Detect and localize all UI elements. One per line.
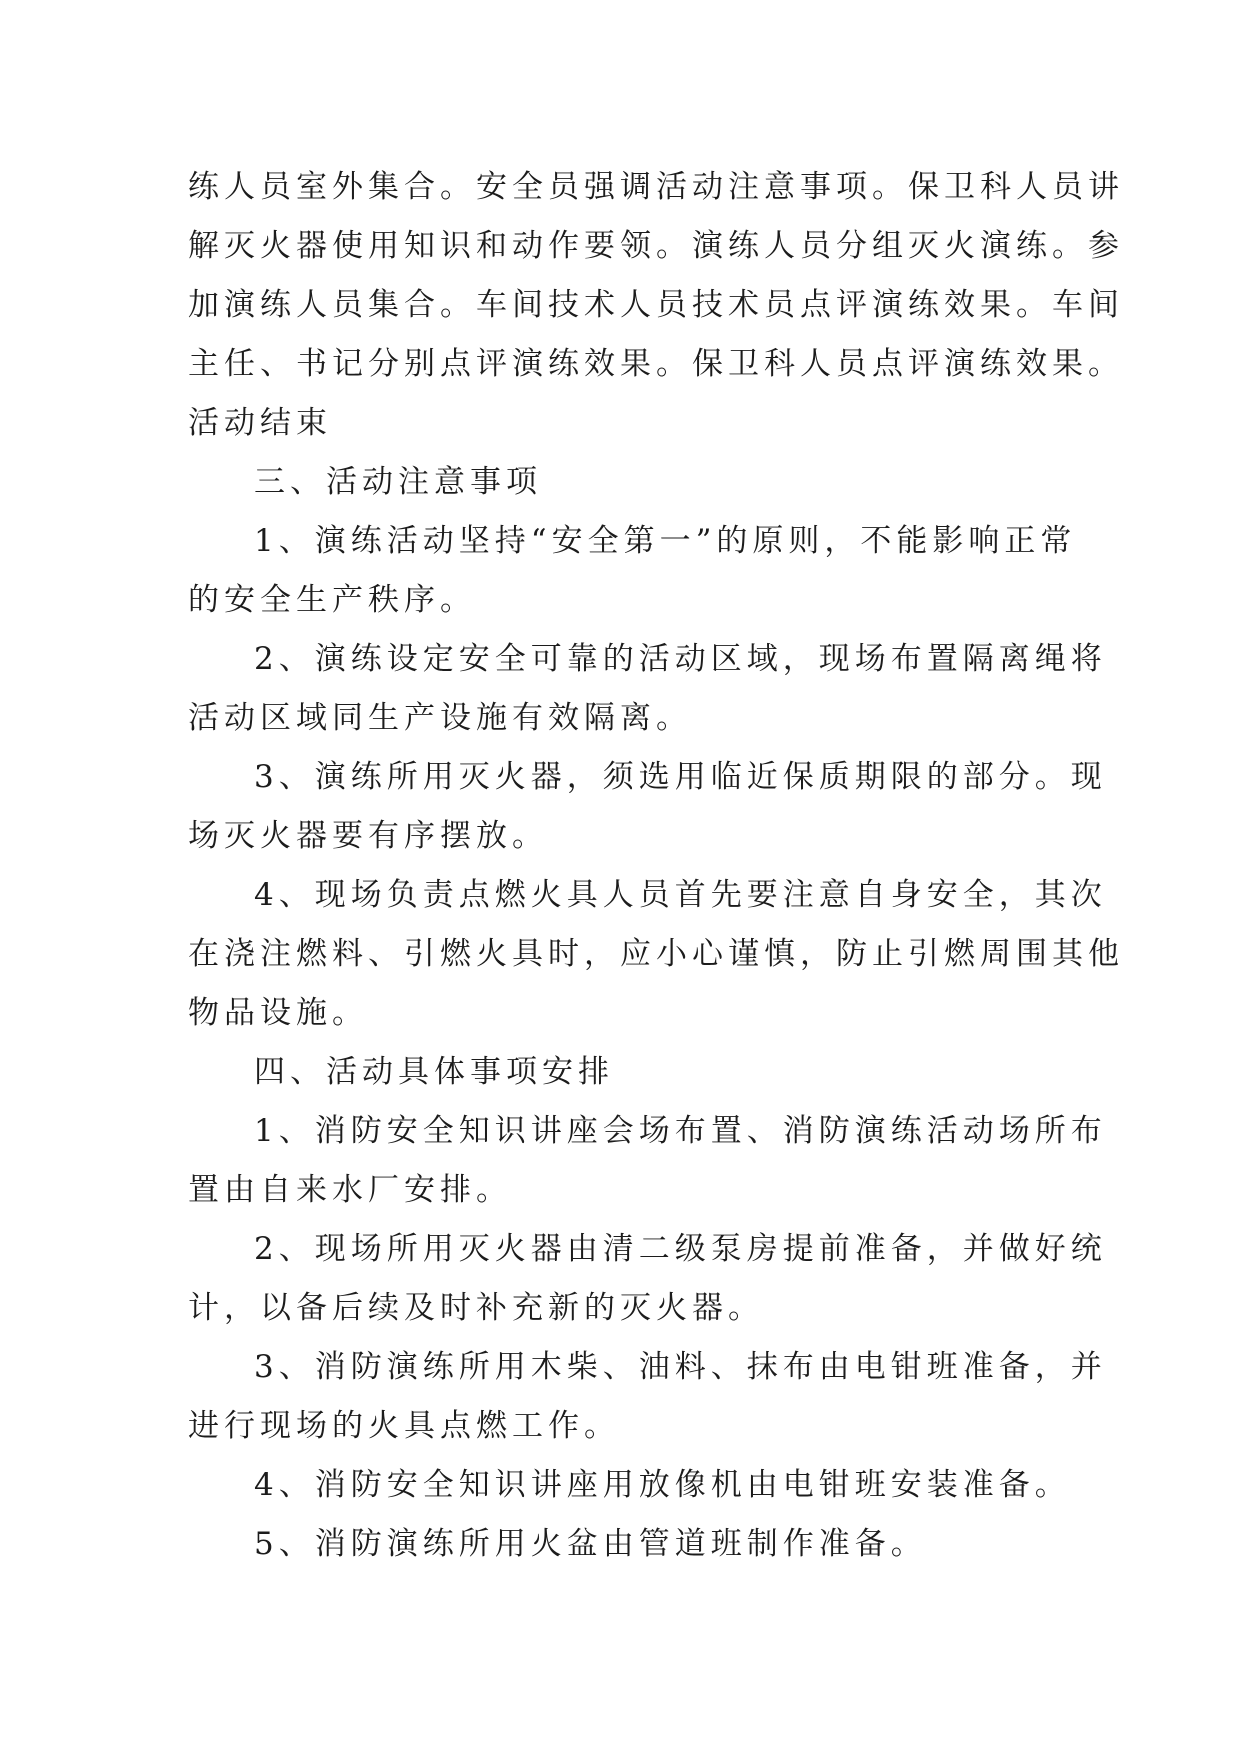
text-line: 3、消防演练所用木柴、油料、抹布由电钳班准备，并 [254,1349,1107,1385]
text-line: 在浇注燃料、引燃火具时，应小心谨慎，防止引燃周围其他 [188,936,1124,972]
text-line: 3、演练所用灭火器，须选用临近保质期限的部分。现 [254,759,1107,795]
text-line: 进行现场的火具点燃工作。 [188,1408,620,1444]
text-line: 的安全生产秩序。 [188,582,476,618]
text-line: 计，以备后续及时补充新的灭火器。 [188,1290,764,1326]
text-line: 活动结束 [188,405,332,441]
section-heading-3: 三、活动注意事项 [254,464,542,500]
text-line: 2、现场所用灭火器由清二级泵房提前准备，并做好统 [254,1231,1107,1267]
text-line: 练人员室外集合。安全员强调活动注意事项。保卫科人员讲 [188,169,1124,205]
section-heading-4: 四、活动具体事项安排 [254,1054,614,1090]
text-line: 解灭火器使用知识和动作要领。演练人员分组灭火演练。参 [188,228,1124,264]
text-line: 活动区域同生产设施有效隔离。 [188,700,692,736]
text-line: 2、演练设定安全可靠的活动区域，现场布置隔离绳将 [254,641,1107,677]
text-line: 1、演练活动坚持“安全第一”的原则，不能影响正常 [254,523,1077,559]
text-line: 4、消防安全知识讲座用放像机由电钳班安装准备。 [254,1467,1071,1503]
text-line: 1、消防安全知识讲座会场布置、消防演练活动场所布 [254,1113,1107,1149]
text-line: 场灭火器要有序摆放。 [188,818,548,854]
text-line: 置由自来水厂安排。 [188,1172,512,1208]
document-body [188,158,1124,1574]
text-line: 加演练人员集合。车间技术人员技术员点评演练效果。车间 [188,287,1124,323]
text-line: 主任、书记分别点评演练效果。保卫科人员点评演练效果。 [188,346,1124,382]
text-line: 物品设施。 [188,995,368,1031]
text-line: 5、消防演练所用火盆由管道班制作准备。 [254,1526,927,1562]
text-line: 4、现场负责点燃火具人员首先要注意自身安全，其次 [254,877,1107,913]
